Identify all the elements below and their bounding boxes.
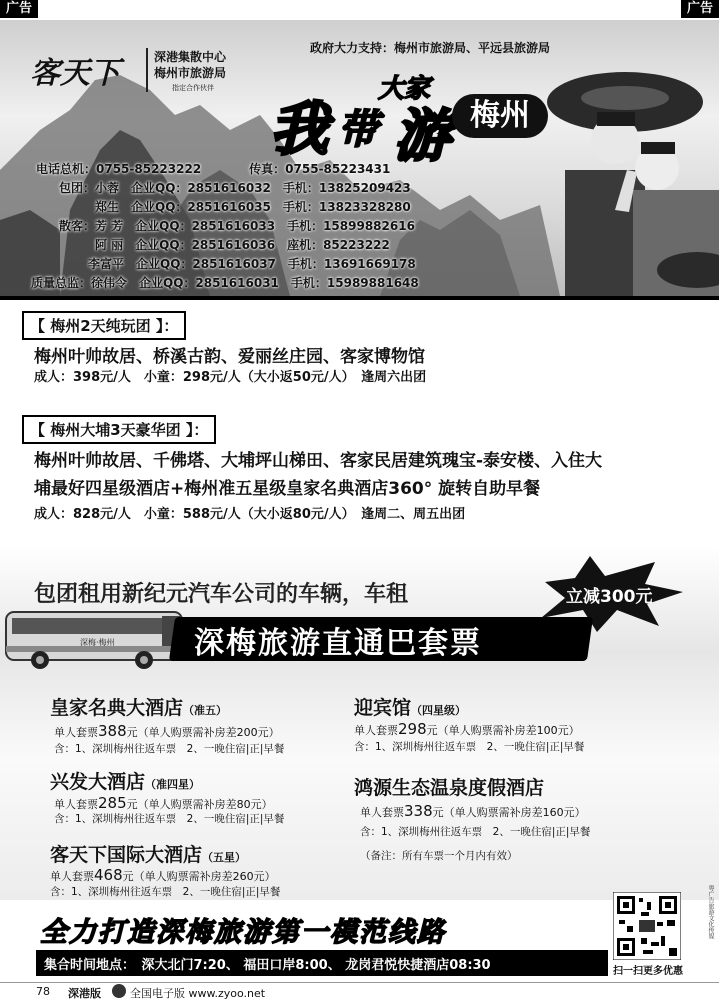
gov-support: 政府大力支持：梅州市旅游局、平远县旅游局 bbox=[310, 41, 551, 55]
hotel-2-name: 兴发大酒店（准四星） bbox=[50, 771, 201, 793]
tour-1-tag: 【 梅州2天纯玩团 】： bbox=[22, 311, 186, 340]
hotel-4-price: 单人套票298元（单人购票需补房差100元） bbox=[354, 720, 580, 738]
hotel-1-name: 皇家名典大酒店（准五） bbox=[50, 697, 228, 719]
hotel-3-includes: 含：1、深圳梅州往返车票 2、一晚住宿|正|早餐 bbox=[50, 886, 281, 898]
bus-side-label: 深梅·梅州 bbox=[80, 638, 115, 647]
hotel-5-price: 单人套票338元（单人购票需补房差160元） bbox=[360, 802, 586, 820]
tour-2-tag: 【 梅州大埔3天豪华团 】： bbox=[22, 415, 216, 444]
hotel-1-includes: 含：1、深圳梅州往返车票 2、一晚住宿|正|早餐 bbox=[54, 743, 285, 755]
hotel-5-name: 鸿源生态温泉度假酒店 bbox=[354, 777, 545, 799]
qr-code[interactable] bbox=[613, 892, 681, 960]
section-label: 深港版 bbox=[68, 987, 101, 1000]
hotel-2-star: （准四星） bbox=[145, 778, 201, 791]
contact-line-1: 电话总机：0755-85223222 传真：0755-85223431 bbox=[36, 162, 391, 176]
headline-small: 大家 bbox=[378, 74, 431, 104]
tour-2-price: 成人：828元/人 小童：588元/人（大小返80元/人） 逢周二、周五出团 bbox=[34, 507, 466, 522]
hotel-1-star: （准五） bbox=[183, 704, 228, 717]
hero-banner bbox=[0, 20, 719, 296]
ad-label-left: 广告 bbox=[0, 0, 38, 18]
headline bbox=[270, 68, 570, 169]
hakka-women-photo bbox=[545, 60, 719, 296]
hotel-5-includes: 含：1、深圳梅州往返车票 2、一晚住宿|正|早餐 bbox=[360, 826, 591, 838]
tour-2-itinerary-2: 埔最好四星级酒店+梅州准五星级皇家名典酒店360° 旋转自助早餐 bbox=[34, 479, 541, 499]
edition-icon bbox=[112, 984, 126, 998]
hero-rule bbox=[0, 296, 719, 300]
hotel-2-price: 单人套票285元（单人购票需补房差80元） bbox=[54, 794, 273, 812]
contact-line-7: 质量总监：徐伟令 企业QQ：2851616031 手机：15989881648 bbox=[31, 276, 419, 290]
qr-caption: 扫一扫更多优惠 bbox=[613, 966, 683, 977]
edition-url[interactable]: 全国电子版 www.zyoo.net bbox=[130, 987, 266, 1000]
tour-2-itinerary-1: 梅州叶帅故居、千佛塔、大埔坪山梯田、客家民居建筑瑰宝-泰安楼、入住大 bbox=[34, 451, 603, 471]
ad-label-right: 广告 bbox=[681, 0, 719, 18]
slogan: 全力打造深梅旅游第一模范线路 bbox=[40, 917, 446, 948]
page-number: 78 bbox=[36, 985, 50, 998]
hotel-4-includes: 含：1、深圳梅州往返车票 2、一晚住宿|正|早餐 bbox=[354, 741, 585, 753]
contact-line-6: 李富平 企业QQ：2851616037 手机：13691669178 bbox=[88, 257, 416, 271]
ticket-title: 深梅旅游直通巴套票 bbox=[194, 626, 482, 661]
hotel-2-includes: 含：1、深圳梅州往返车票 2、一晚住宿|正|早餐 bbox=[54, 813, 285, 825]
hotel-3-price: 单人套票468元（单人购票需补房差260元） bbox=[50, 866, 276, 884]
hotel-4-name: 迎宾馆（四星级） bbox=[354, 697, 467, 719]
logo-text: 客天下 bbox=[30, 56, 120, 91]
contact-line-3: 郑生 企业QQ：2851616035 手机：13823328280 bbox=[95, 200, 411, 214]
side-text: 粤广告旅游文化传媒 bbox=[707, 885, 714, 939]
brand-logo bbox=[30, 46, 260, 102]
hotel-3-star: （五星） bbox=[202, 851, 247, 864]
tour-1-itinerary: 梅州叶帅故居、桥溪古韵、爱丽丝庄园、客家博物馆 bbox=[34, 347, 425, 367]
meeting-info: 集合时间地点： 深大北门7:20、 福田口岸8:00、 龙岗君悦快捷酒店08:30 bbox=[44, 958, 491, 973]
headline-char-2: 带 bbox=[338, 107, 378, 153]
headline-city: 梅州 bbox=[452, 94, 548, 138]
footer-bar bbox=[0, 982, 719, 1000]
contact-line-4: 散客：芳 芳 企业QQ：2851616033 手机：15899882616 bbox=[59, 219, 415, 233]
org-line-2: 梅州市旅游局 bbox=[154, 66, 227, 80]
headline-char-3: 游 bbox=[394, 104, 450, 169]
hotel-1-price: 单人套票388元（单人购票需补房差200元） bbox=[54, 722, 280, 740]
org-line-1: 深港集散中心 bbox=[154, 50, 227, 64]
discount-text: 立减300元 bbox=[566, 587, 653, 607]
logo-divider bbox=[146, 48, 148, 92]
contact-line-2: 包团：小蓉 企业QQ：2851616032 手机：13825209423 bbox=[59, 181, 411, 195]
tour-1-price: 成人：398元/人 小童：298元/人（大小返50元/人） 逢周六出团 bbox=[34, 370, 427, 385]
ticket-note: （备注：所有车票一个月内有效） bbox=[360, 850, 518, 862]
hotel-4-star: （四星级） bbox=[411, 704, 467, 717]
bus-headline: 包团租用新纪元汽车公司的车辆，车租 bbox=[34, 582, 409, 607]
org-tagline: 指定合作伙伴 bbox=[172, 84, 214, 92]
contact-line-5: 阿 丽 企业QQ：2851616036 座机：85223222 bbox=[95, 238, 390, 252]
headline-char-1: 我 bbox=[270, 95, 329, 163]
hotel-3-name: 客天下国际大酒店（五星） bbox=[50, 844, 247, 866]
